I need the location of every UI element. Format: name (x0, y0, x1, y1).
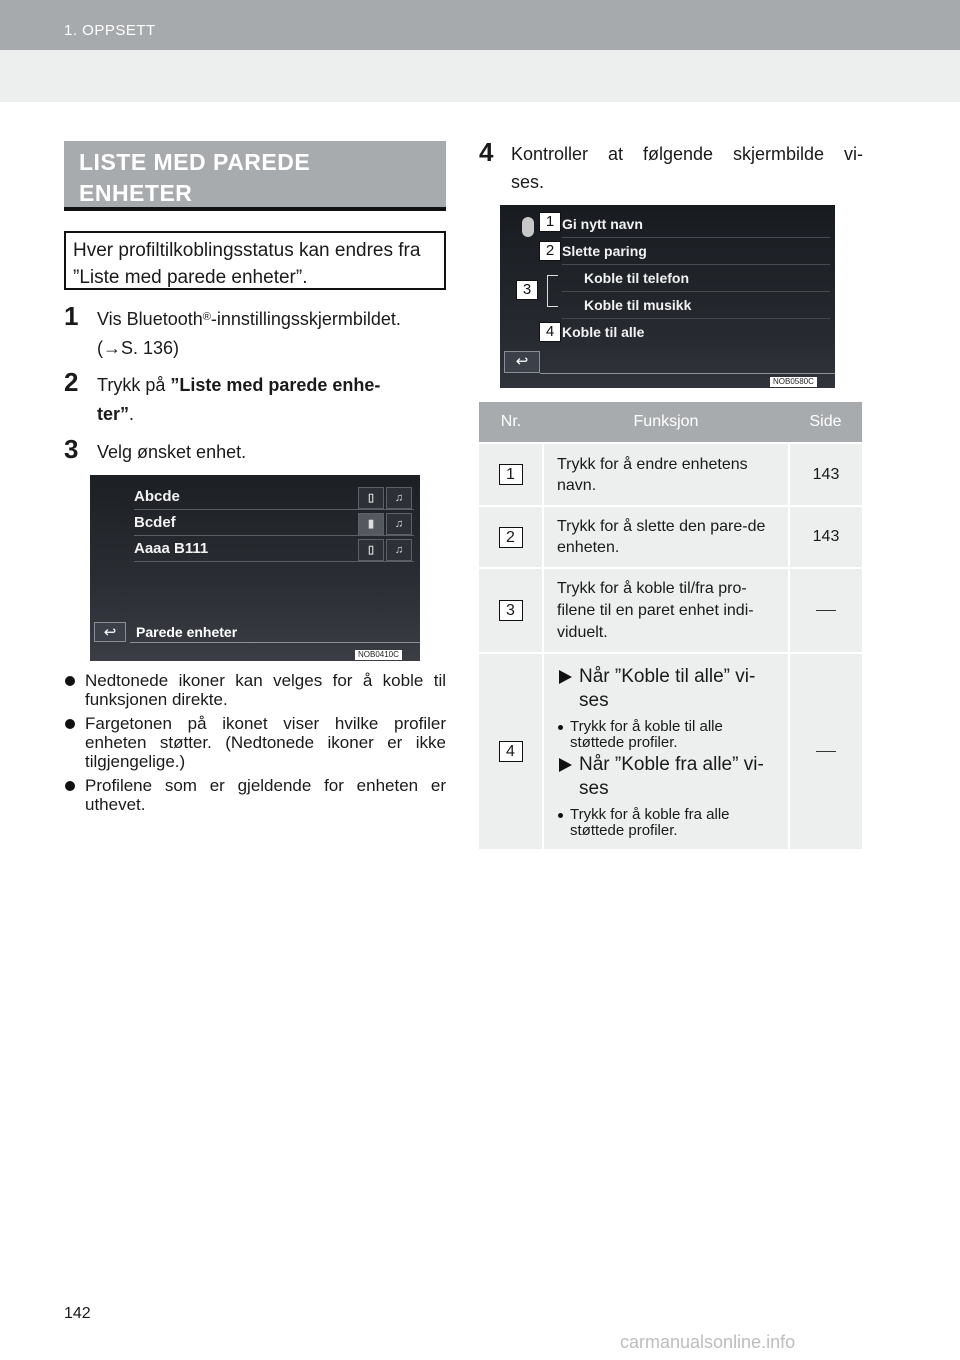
step-1-b: -innstillingsskjermbildet. (210, 309, 401, 329)
phone-icon: ▯ (358, 487, 384, 509)
watermark: carmanualsonline.info (620, 1332, 796, 1352)
step-1-reference: (→S. 136) (97, 338, 180, 358)
device-list-screenshot (90, 475, 420, 661)
footer-rule (540, 373, 835, 374)
condition-heading (557, 665, 778, 713)
footer-rule (130, 642, 420, 643)
section-title-text: LISTE MED PAREDE ENHETER (79, 149, 311, 206)
device-menu-screenshot (500, 205, 835, 388)
page-number: 142 (64, 1305, 91, 1322)
condition-bullet (557, 807, 778, 839)
row-number-cell (479, 506, 543, 568)
row-number: 3 (499, 600, 523, 621)
notes-list (64, 671, 446, 819)
row-number-cell (479, 653, 543, 849)
note-item (64, 776, 446, 814)
device-name: Abcde (134, 488, 180, 505)
note-item (64, 714, 446, 771)
music-icon: ♫ (386, 513, 412, 535)
step-1-number: 1 (64, 301, 79, 331)
row-number-cell (479, 568, 543, 653)
condition-bullet-text: Trykk for å koble fra alle støttede profiler. (570, 805, 730, 839)
menu-item: Koble til telefon (584, 270, 689, 286)
page-ref-empty (789, 568, 862, 653)
chapter-title: 1. OPPSETT (64, 22, 156, 39)
step-2-a: Trykk på (97, 375, 171, 395)
condition-heading-text: Når ”Koble fra alle” vi-ses (579, 753, 764, 799)
table-row (479, 443, 862, 506)
menu-divider (562, 291, 830, 292)
image-code: NOB0410C (355, 650, 402, 660)
microphone-icon (522, 217, 534, 237)
section-title (64, 141, 446, 211)
function-cell: Trykk for å slette den pare-de enheten. (543, 506, 789, 568)
page-ref-empty (789, 653, 862, 849)
step-2-text-cont (97, 400, 134, 428)
music-icon: ♫ (386, 487, 412, 509)
menu-item: Slette paring (562, 243, 647, 259)
menu-item: Gi nytt navn (562, 216, 643, 232)
back-button: ↩ (94, 622, 126, 642)
function-table (479, 402, 862, 849)
condition-heading (557, 753, 778, 801)
step-3-number: 3 (64, 434, 79, 464)
col-header-funksjon: Funksjon (543, 402, 789, 443)
step-3-text: Velg ønsket enhet. (97, 442, 247, 462)
screen-footer-title: Parede enheter (136, 624, 238, 640)
menu-item: Koble til alle (562, 324, 645, 340)
bullet-icon (558, 813, 563, 818)
back-button: ↩ (504, 351, 540, 373)
step-4-number: 4 (479, 137, 494, 167)
bullet-icon (558, 725, 563, 730)
step-2-text (97, 371, 449, 399)
menu-divider (562, 318, 830, 319)
menu-divider (562, 237, 830, 238)
step-2-number: 2 (64, 367, 79, 397)
device-row (134, 485, 414, 510)
col-header-side: Side (789, 402, 862, 443)
row-number: 2 (499, 527, 523, 548)
note-text: Nedtonede ikoner kan velges for å koble til funksjonen direkte. (85, 671, 446, 709)
image-code: NOB0580C (770, 377, 817, 387)
menu-item: Koble til musikk (584, 297, 692, 313)
phone-icon: ▮ (358, 513, 384, 535)
step-1-a: Vis Bluetooth (97, 309, 203, 329)
callout-1: 1 (539, 212, 561, 232)
page-ref: 143 (789, 443, 862, 506)
device-row (134, 511, 414, 536)
bullet-icon (65, 719, 75, 729)
callout-2: 2 (539, 241, 561, 261)
device-name: Bcdef (134, 514, 176, 531)
callout-4: 4 (539, 322, 561, 342)
device-name: Aaaa B111 (134, 540, 209, 557)
music-icon: ♫ (386, 539, 412, 561)
function-cell: Trykk for å endre enhetens navn. (543, 443, 789, 506)
table-row (479, 653, 862, 849)
note-text: Profilene som er gjeldende for enheten er uthevet. (85, 776, 446, 814)
step-2-bold2: ter” (97, 404, 130, 424)
function-cell (543, 653, 789, 849)
col-header-nr: Nr. (479, 402, 543, 443)
step-4-text-b: ses. (511, 172, 545, 192)
note-text: Fargetonen på ikonet viser hvilke profiler enheten støtter. (Nedtonede ikoner er ikke tilgjengelige.) (85, 714, 446, 771)
page-ref: 143 (789, 506, 862, 568)
dash-mark (816, 751, 836, 752)
step-1-text (97, 305, 449, 333)
condition-heading-text: Når ”Koble til alle” vi-ses (579, 665, 756, 711)
row-number-cell (479, 443, 543, 506)
row-number: 1 (499, 464, 523, 485)
step-4-text-a: Kontroller at følgende skjermbilde vi- (511, 144, 863, 164)
table-row (479, 568, 862, 653)
menu-divider (562, 264, 830, 265)
callout-3: 3 (516, 280, 538, 300)
note-item (64, 671, 446, 709)
registered-mark: ® (202, 311, 211, 323)
triangle-icon (559, 758, 572, 772)
triangle-icon (559, 670, 572, 684)
bracket-line (547, 275, 558, 307)
function-cell: Trykk for å koble til/fra pro-filene til en paret enhet indi-viduelt. (543, 568, 789, 653)
device-row (134, 537, 414, 562)
row-number: 4 (499, 741, 523, 762)
step-2-bold: ”Liste med parede enhe- (170, 375, 381, 395)
step-2-end: . (129, 404, 135, 424)
phone-icon: ▯ (358, 539, 384, 561)
intro-box: Hver profiltilkoblingsstatus kan endres fra ”Liste med parede enheter”. (64, 231, 446, 290)
bullet-icon (65, 781, 75, 791)
header-band (0, 50, 960, 102)
dash-mark (816, 610, 836, 611)
condition-bullet (557, 719, 778, 751)
table-header-row (479, 402, 862, 443)
table-row (479, 506, 862, 568)
condition-bullet-text: Trykk for å koble til alle støttede profiler. (570, 717, 723, 751)
bullet-icon (65, 676, 75, 686)
